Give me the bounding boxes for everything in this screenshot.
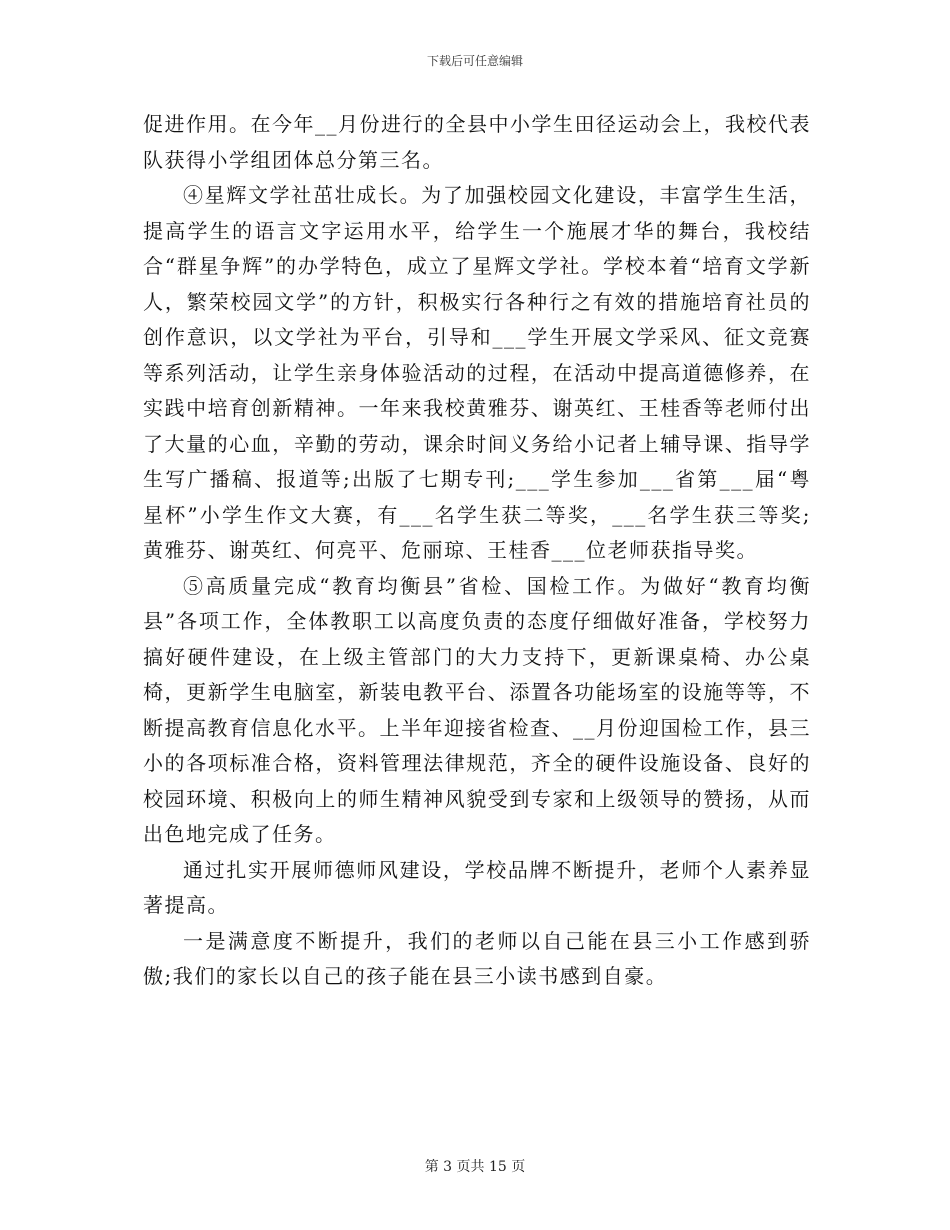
document-body (143, 107, 811, 995)
paragraph-5: 一是满意度不断提升，我们的老师以自己能在县三小工作感到骄傲;我们的家长以自己的孩子能在县三小读书感到自豪。 (143, 928, 811, 988)
paragraph-1: 促进作用。在今年__月份进行的全县中小学生田径运动会上，我校代表队获得小学组团体总分第三名。 (143, 112, 811, 172)
page-header: 下载后可任意编辑 (426, 54, 523, 68)
paragraph-2: ④星辉文学社茁壮成长。为了加强校园文化建设，丰富学生生活，提高学生的语言文字运用水平，给学生一个施展才华的舞台，我校结合“群星争辉”的办学特色，成立了星辉文学社。学校本着“培育文学新人，繁荣校园文学”的方针，积极实行各种行之有效的措施培育社员的创作意识，以文学社为平台，引导和___学生开展文学采风、征文竞赛等系列活动，让学生亲身体验活动的过程，在活动中提高道德修养，在实践中培育创新精神。一年来我校黄雅芬、谢英红、王桂香等老师付出了大量的心血，辛勤的劳动，课余时间义务给小记者上辅导课、指导学生写广播稿、报道等;出版了七期专刊;___学生参加___省第___届“粤星杯”小学生作文大赛，有___名学生获二等奖，___名学生获三等奖;黄雅芬、谢英红、何亮平、危丽琼、王桂香___位老师获指导奖。 (143, 183, 811, 562)
paragraph-4: 通过扎实开展师德师风建设，学校品牌不断提升，老师个人素养显著提高。 (143, 857, 811, 917)
page-footer: 第 3 页共 15 页 (424, 1159, 526, 1175)
paragraph-3: ⑤高质量完成“教育均衡县”省检、国检工作。为做好“教育均衡县”各项工作，全体教职工以高度负责的态度仔细做好准备，学校努力搞好硬件建设，在上级主管部门的大力支持下，更新课桌椅、办公桌椅，更新学生电脑室，新装电教平台、添置各功能场室的设施等等，不断提高教育信息化水平。上半年迎接省检查、__月份迎国检工作，县三小的各项标准合格，资料管理法律规范，齐全的硬件设施设备、良好的校园环境、积极向上的师生精神风貌受到专家和上级领导的赞扬，从而出色地完成了任务。 (143, 573, 811, 846)
